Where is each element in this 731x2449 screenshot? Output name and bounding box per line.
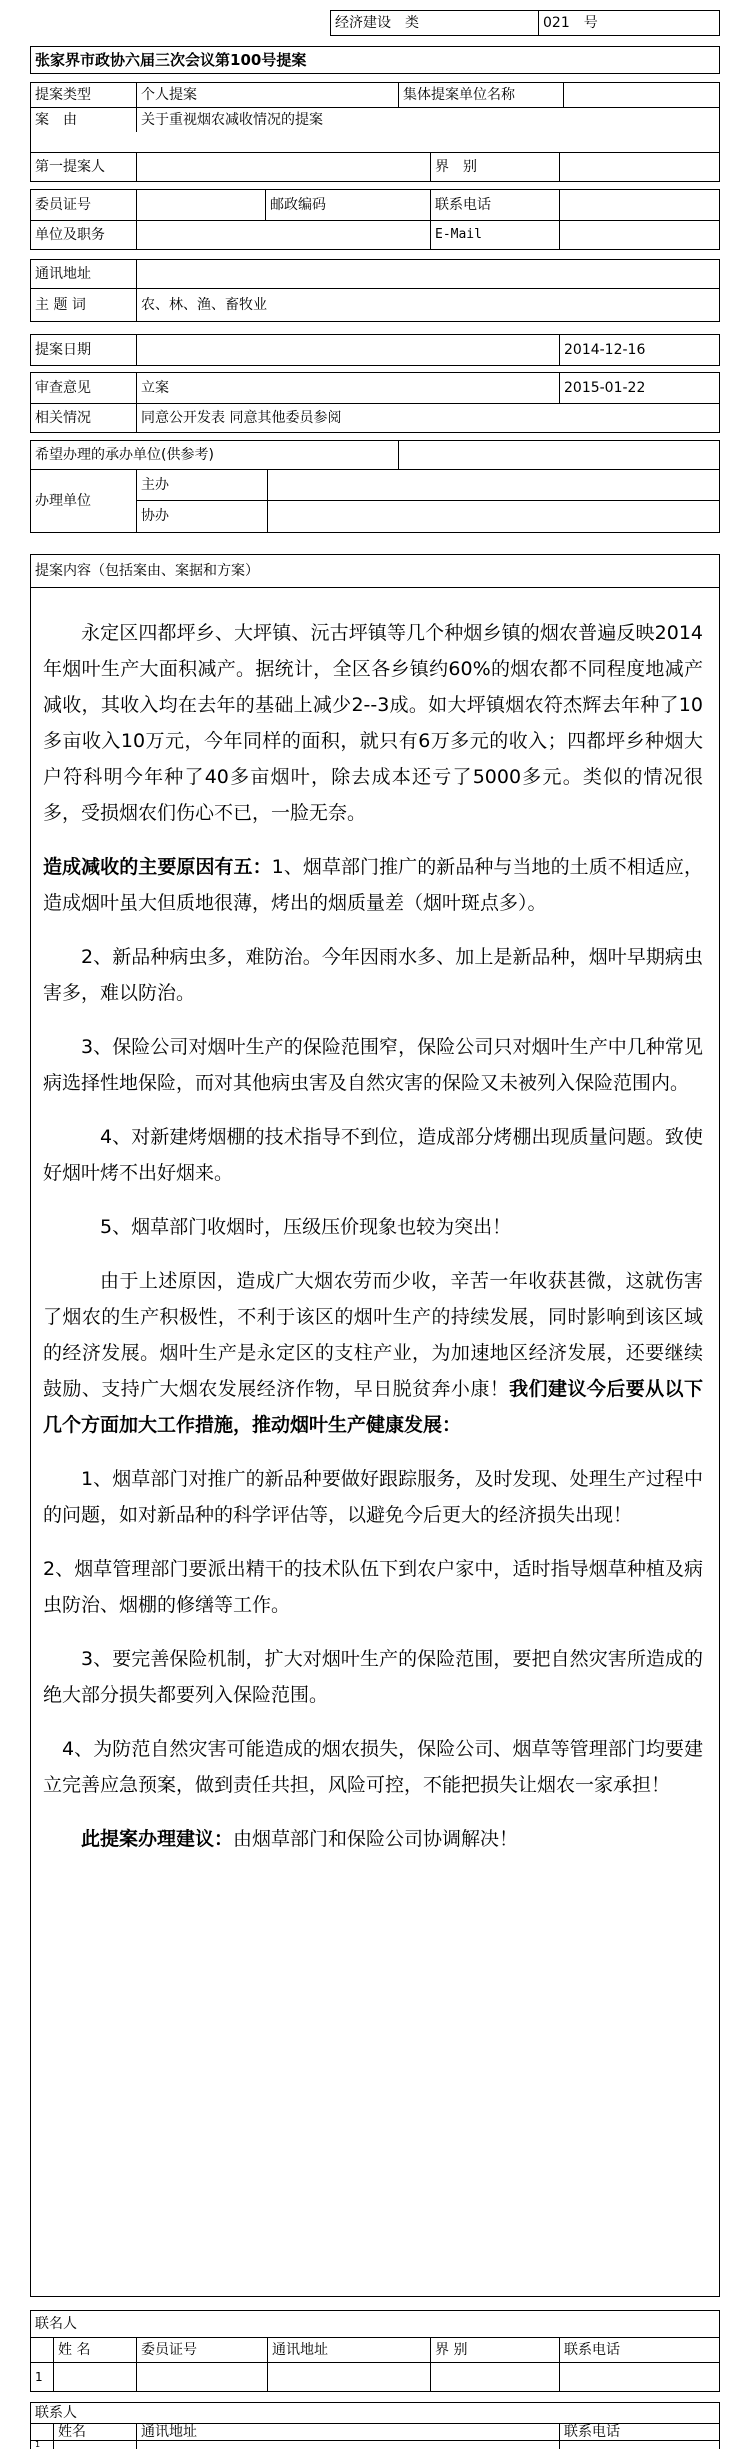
label-text: 提案日期: [35, 341, 91, 358]
label-text: 通讯地址: [35, 265, 91, 282]
content-paragraph: [43, 615, 703, 831]
contacts-header-phone: [559, 2423, 720, 2441]
keywords-value: [136, 288, 720, 322]
label-text: 提案类型: [35, 86, 91, 103]
content-paragraph: [43, 1461, 703, 1533]
email-label: [430, 220, 560, 250]
proposal-number: [538, 10, 720, 36]
co-handler-label: [136, 500, 268, 533]
phone-label: [430, 189, 560, 221]
spacer-row: [30, 132, 720, 152]
paragraph-text: 3、要完善保险机制，扩大对烟叶生产的保险范围，要把自然灾害所造成的绝大部分损失都要列入保险范围。: [43, 1648, 703, 1706]
header-text: 联系电话: [564, 2341, 620, 2358]
paragraph-text: 1、烟草部门对推广的新品种要做好跟踪服务，及时发现、处理生产过程中的问题，如对新品种的科学评估等，以避免今后更大的经济损失出现！: [43, 1468, 703, 1526]
value-text: 立案: [141, 379, 169, 396]
collective-unit-value: [563, 82, 720, 108]
label-text: 第一提案人: [35, 158, 105, 175]
cosigners-header-member-id: [136, 2337, 268, 2363]
hope-unit-label: [30, 440, 399, 470]
date-middle: [136, 334, 560, 366]
paragraph-text: 4、为防范自然灾害可能造成的烟农损失，保险公司、烟草等管理部门均要建立完善应急预案，做到责任共担，风险可控，不能把损失让烟农一家承担！: [43, 1738, 703, 1796]
content-body: [43, 597, 703, 1875]
gender-label: [430, 152, 560, 182]
label-text: 界 别: [435, 158, 477, 175]
content-paragraph: [43, 1209, 703, 1245]
value-text: 关于重视烟农减收情况的提案: [141, 111, 323, 128]
paragraph-bold-text: 此提案办理建议：: [81, 1828, 234, 1850]
label-text: 委员证号: [35, 196, 91, 213]
paragraph-bold-text: 造成减收的主要原因有五：: [43, 856, 272, 878]
contacts-index-spacer: [30, 2423, 54, 2441]
label-text: E-Mail: [435, 227, 482, 243]
content-paragraph: [43, 849, 703, 921]
contacts-title: [30, 2402, 720, 2424]
header-text: 联系电话: [564, 2423, 620, 2440]
contacts-header-name: [53, 2423, 137, 2441]
table-row: [267, 2362, 431, 2392]
collective-unit-label: [398, 82, 564, 108]
table-row-index: [30, 2440, 54, 2449]
unit-position-label: [30, 220, 137, 250]
label-text: 相关情况: [35, 409, 91, 426]
title-text: 联系人: [35, 2405, 77, 2422]
label-text: 单位及职务: [35, 226, 105, 243]
cause-label: [30, 107, 137, 133]
member-id-label: [30, 189, 137, 221]
content-paragraph: [43, 1821, 703, 1857]
paragraph-text: 2、烟草管理部门要派出精干的技术队伍下到农户家中，适时指导烟草种植及病虫防治、烟棚的修缮等工作。: [43, 1558, 703, 1616]
value-text: 2014-12-16: [564, 341, 646, 358]
table-row: [53, 2440, 137, 2449]
date-value: [559, 334, 720, 366]
review-value: [136, 372, 560, 404]
paragraph-text: 由烟草部门和保险公司协调解决！: [233, 1828, 519, 1850]
paragraph-text: 5、烟草部门收烟时，压级压价现象也较为突出！: [100, 1216, 512, 1238]
label-text: 希望办理的承办单位(供参考): [35, 446, 214, 463]
value-text: 2015-01-22: [564, 379, 646, 396]
table-row: [430, 2362, 560, 2392]
value-text: 农、林、渔、畜牧业: [141, 296, 267, 313]
gender-value: [559, 152, 720, 182]
address-value: [136, 259, 720, 289]
contacts-header-address: [136, 2423, 560, 2441]
paragraph-text: 由于上述原因，造成广大烟农劳而少收，辛苦一年收获甚微，这就伤害了烟农的生产积极性，不利于该区的烟叶生产的持续发展，同时影响到该区域的经济发展。烟叶生产是永定区的支柱产业，为加速地区经济发展，还要继续鼓励、支持广大烟农发展经济作物，早日脱贫奔小康！: [43, 1270, 703, 1400]
content-paragraph: [43, 1263, 703, 1443]
table-row: [559, 2362, 720, 2392]
paragraph-text: 4、对新建烤烟棚的技术指导不到位，造成部分烤棚出现质量问题。致使好烟叶烤不出好烟来。: [43, 1126, 703, 1184]
header-text: 姓 名: [58, 2341, 91, 2358]
paragraph-text: 2、新品种病虫多，难防治。今年因雨水多、加上是新品种，烟叶早期病虫害多，难以防治。: [43, 946, 703, 1004]
label-text: 集体提案单位名称: [403, 86, 515, 103]
paragraph-bold-text: 我们建议今后要从以下几个方面加大工作措施，推动烟叶生产健康发展：: [43, 1378, 703, 1436]
label-text: 提案内容（包括案由、案据和方案）: [35, 562, 259, 579]
title-text: 张家界市政协六届三次会议第100号提案: [35, 51, 307, 69]
header-text: 界 别: [435, 2341, 468, 2358]
handling-unit-label: [30, 469, 137, 533]
content-paragraph: [43, 1731, 703, 1803]
category-label: [330, 10, 539, 36]
main-handler-value: [267, 469, 720, 501]
header-text: 通讯地址: [272, 2341, 328, 2358]
label-text: 主办: [141, 476, 169, 493]
table-row: [136, 2362, 268, 2392]
table-row: [53, 2362, 137, 2392]
postal-code-label: [265, 189, 431, 221]
content-paragraph: [43, 1551, 703, 1623]
row-index-text: 1: [35, 2369, 43, 2384]
label-text: 审查意见: [35, 379, 91, 396]
content-paragraph: [43, 1119, 703, 1191]
number-text: 021 号: [543, 14, 598, 31]
first-proposer-value: [136, 152, 431, 182]
keywords-label: [30, 288, 137, 322]
label-text: 案 由: [35, 111, 77, 128]
title-text: 联名人: [35, 2316, 77, 2333]
unit-position-value: [136, 220, 431, 250]
main-handler-label: [136, 469, 268, 501]
first-proposer-label: [30, 152, 137, 182]
cause-value: [136, 107, 720, 133]
cosigners-index-spacer: [30, 2337, 54, 2363]
date-label: [30, 334, 137, 366]
cosigners-header-name: [53, 2337, 137, 2363]
page-title: [30, 46, 720, 74]
header-text: 姓名: [58, 2423, 86, 2440]
co-handler-value: [267, 500, 720, 533]
category-text: 经济建设 类: [335, 14, 419, 31]
row-index-text: 1: [35, 2440, 41, 2449]
review-date: [559, 372, 720, 404]
table-row: [559, 2440, 720, 2449]
label-text: 联系电话: [435, 196, 491, 213]
header-text: 通讯地址: [141, 2423, 197, 2440]
review-label: [30, 372, 137, 404]
paragraph-text: 永定区四都坪乡、大坪镇、沅古坪镇等几个种烟乡镇的烟农普遍反映2014年烟叶生产大面积减产。据统计，全区各乡镇约60%的烟农都不同程度地减产减收，其收入均在去年的基础上减少2--3成。如大坪镇烟农符杰辉去年种了10多亩收入10万元，今年同样的面积，就只有6万多元的收入；四都坪乡种烟大户符科明今年种了40多亩烟叶，除去成本还亏了5000多元。类似的情况很多，受损烟农们伤心不已，一脸无奈。: [43, 622, 703, 824]
email-value: [559, 220, 720, 250]
header-text: 委员证号: [141, 2341, 197, 2358]
cosigners-header-phone: [559, 2337, 720, 2363]
cosigners-title: [30, 2310, 720, 2338]
table-row-index: [30, 2362, 54, 2392]
member-id-value: [136, 189, 266, 221]
label-text: 邮政编码: [270, 196, 326, 213]
table-row: [136, 2440, 560, 2449]
value-text: 个人提案: [141, 86, 197, 103]
value-text: 同意公开发表 同意其他委员参阅: [141, 409, 342, 426]
content-label: [30, 554, 720, 588]
content-paragraph: [43, 939, 703, 1011]
label-text: 协办: [141, 508, 169, 525]
label-text: 办理单位: [35, 492, 91, 509]
cosigners-header-address: [267, 2337, 431, 2363]
proposal-type-value: [136, 82, 399, 108]
paragraph-text: 3、保险公司对烟叶生产的保险范围窄，保险公司只对烟叶生产中几种常见病选择性地保险，而对其他病虫害及自然灾害的保险又未被列入保险范围内。: [43, 1036, 703, 1094]
content-paragraph: [43, 1641, 703, 1713]
paragraph-text: 1、烟草部门推广的新品种与当地的土质不相适应，造成烟叶虽大但质地很薄，烤出的烟质量差（烟叶斑点多）。: [43, 856, 703, 914]
label-text: 主 题 词: [35, 296, 86, 313]
proposal-content: [30, 587, 720, 2297]
cosigners-header-sector: [430, 2337, 560, 2363]
related-value: [136, 403, 720, 433]
content-paragraph: [43, 1029, 703, 1101]
proposal-type-label: [30, 82, 137, 108]
hope-unit-value: [398, 440, 720, 470]
related-label: [30, 403, 137, 433]
phone-value: [559, 189, 720, 221]
address-label: [30, 259, 137, 289]
